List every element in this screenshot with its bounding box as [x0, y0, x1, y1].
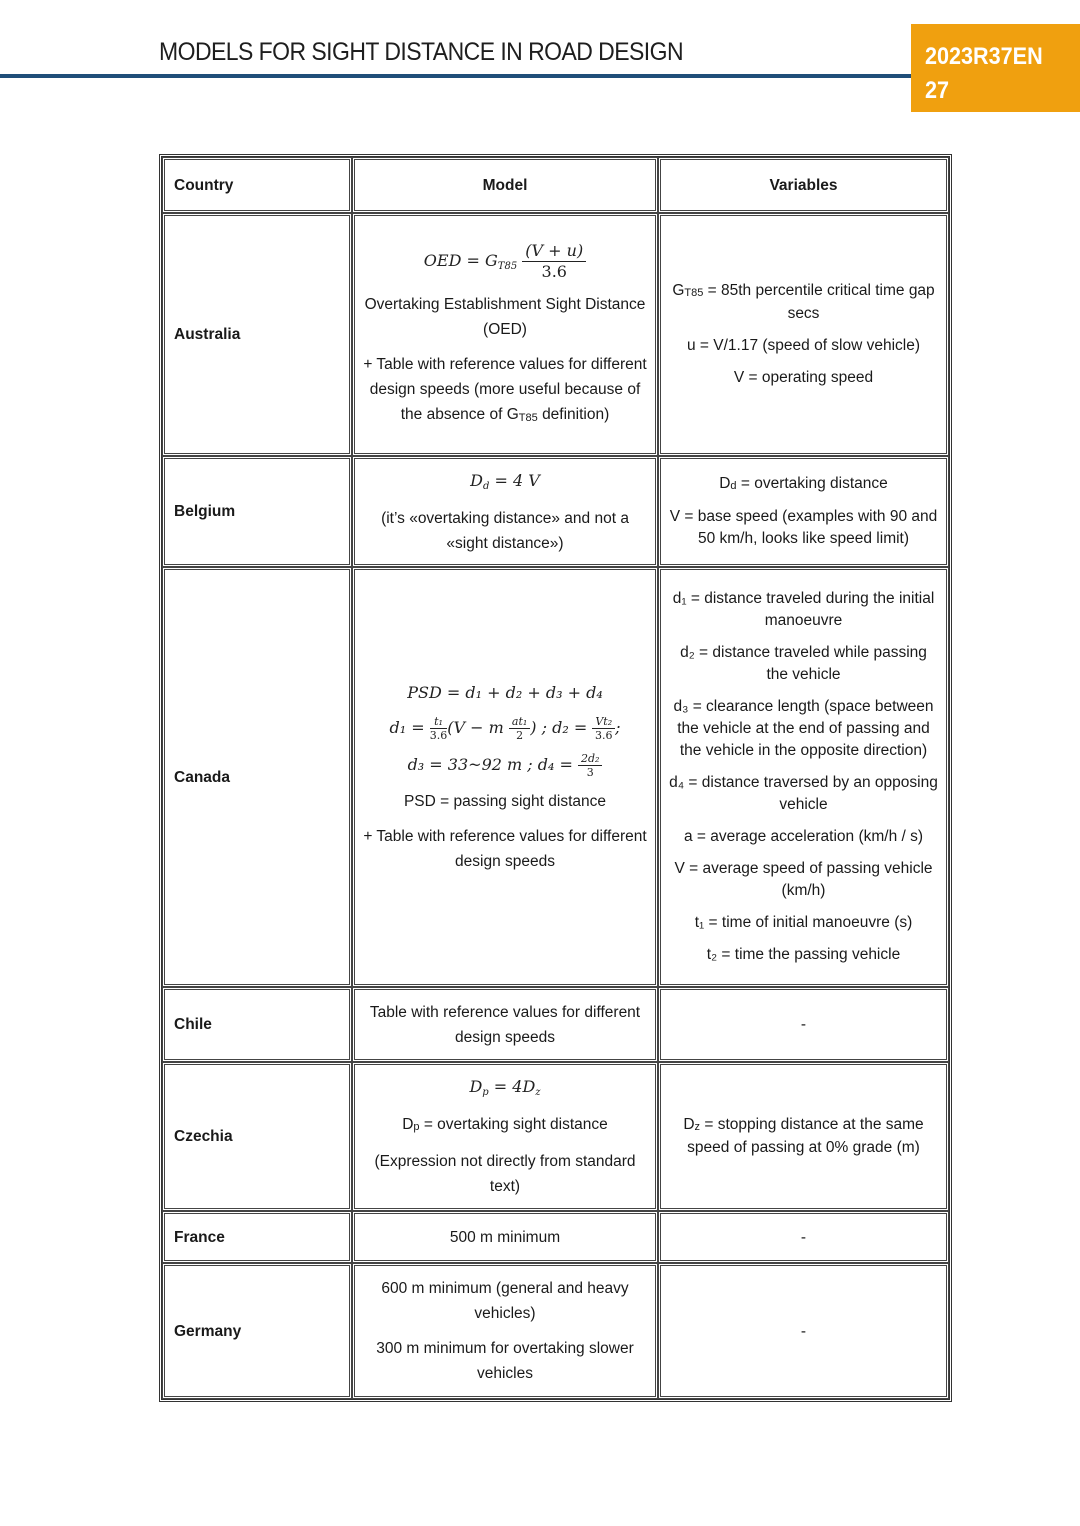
column-header-model: Model [352, 157, 658, 213]
formula-fraction [522, 241, 586, 282]
d1-d2-formula [363, 715, 647, 742]
variable-line: d₁ = distance traveled during the initial manoeuvre [672, 590, 935, 629]
country-cell: Belgium [162, 456, 352, 567]
variable-symbol: D [683, 1116, 695, 1133]
model-line: 300 m minimum for overtaking slower vehicles [376, 1340, 634, 1382]
model-note-end: definition) [542, 405, 610, 423]
d3-d4-formula [363, 752, 647, 779]
oed-formula [363, 241, 647, 282]
variable-text: = 85th percentile critical time gap secs [707, 282, 935, 322]
model-description: PSD = passing sight distance [403, 793, 607, 810]
fraction-denominator: 3.6 [594, 729, 613, 742]
czechia-formula [363, 1074, 647, 1102]
model-note [363, 352, 647, 429]
country-cell: Chile [162, 987, 352, 1062]
fraction-denominator: 3.6 [429, 729, 448, 742]
variables-cell [658, 1062, 949, 1211]
psd-formula: PSD = d₁ + d₂ + d₃ + d₄ [407, 683, 603, 702]
variable-subscript: z [694, 1121, 701, 1133]
variable-line [669, 280, 938, 325]
vt2-fraction [592, 715, 615, 742]
t1-fraction [430, 715, 448, 742]
model-cell [352, 1062, 658, 1211]
variable-text: = overtaking sight distance [423, 1116, 608, 1133]
table-row-czechia [162, 1062, 949, 1211]
variable-subscript: T85 [684, 287, 704, 299]
variable-line: V = operating speed [733, 369, 874, 386]
country-cell: Australia [162, 213, 352, 456]
variable-line: d₂ = distance traveled while passing the vehicle [680, 644, 927, 683]
country-cell: France [162, 1211, 352, 1263]
model-description: Overtaking Establishment Sight Distance (OED) [364, 295, 646, 338]
formula-d: D [470, 470, 483, 490]
formula-d: D [469, 1077, 483, 1096]
sight-distance-models-table [159, 154, 952, 1402]
variable-line: a = average acceleration (km/h / s) [683, 828, 924, 845]
formula-rhs-subscript: z [535, 1087, 541, 1098]
formula-g: G [485, 250, 498, 270]
variable-line: d₄ = distance traversed by an opposing vehicle [669, 774, 938, 813]
variable-line [669, 473, 938, 496]
variables-cell: - [658, 1211, 949, 1263]
variable-line: V = average speed of passing vehicle (km/h) [674, 860, 933, 899]
variable-line [669, 1114, 938, 1159]
model-cell [352, 987, 658, 1062]
page-number: 27 [925, 77, 950, 104]
variable-line: t₁ = time of initial manoeuvre (s) [694, 914, 913, 931]
country-cell: Germany [162, 1263, 352, 1399]
variable-line: u = V/1.17 (speed of slow vehicle) [686, 337, 921, 354]
report-code: 2023R37EN [925, 43, 1043, 70]
model-line: 600 m minimum (general and heavy vehicles) [381, 1280, 629, 1322]
variable-subscript: d [730, 480, 737, 492]
table-header-row [162, 157, 949, 213]
country-cell: Czechia [162, 1062, 352, 1211]
country-cell: Canada [162, 567, 352, 987]
table-row-france [162, 1211, 949, 1263]
fraction-denominator: 2 [516, 729, 524, 742]
d1-lhs: d₁ = [389, 718, 425, 737]
running-header-title: MODELS FOR SIGHT DISTANCE IN ROAD DESIGN [159, 38, 684, 66]
variable-symbol: D [719, 475, 731, 492]
model-note: (Expression not directly from standard text) [374, 1153, 636, 1195]
model-cell [352, 213, 658, 456]
model-cell [352, 1263, 658, 1399]
model-note: (it’s «overtaking distance» and not a «sight distance») [381, 509, 629, 552]
table-row-australia [162, 213, 949, 456]
table-row-chile [162, 987, 949, 1062]
d4-fraction [578, 752, 602, 779]
table-row-belgium [162, 456, 949, 567]
variables-cell [658, 213, 949, 456]
at1-fraction [509, 715, 530, 742]
v-minus-m: (V − m [447, 718, 504, 737]
variable-line: d₃ = clearance length (space between the vehicle at the end of passing and the vehicle in the opposite direction) [673, 698, 934, 759]
model-note: Table with reference values for different design speeds [369, 1003, 641, 1046]
formula-rhs: = 4 V [494, 470, 540, 490]
table-row-canada [162, 567, 949, 987]
variables-cell: - [658, 1263, 949, 1399]
variables-cell: - [658, 987, 949, 1062]
variable-subscript: p [413, 1121, 420, 1133]
formula-d-subscript: d [483, 480, 490, 492]
model-cell: 500 m minimum [352, 1211, 658, 1263]
variable-line: t₂ = time the passing vehicle [706, 946, 901, 963]
column-header-variables: Variables [658, 157, 949, 213]
variable-text: = overtaking distance [740, 475, 888, 492]
header-rule [0, 74, 911, 78]
fraction-numerator: Vt₂ [592, 715, 615, 729]
variables-cell [658, 456, 949, 567]
formula-g-subscript: T85 [497, 260, 518, 272]
fraction-numerator: t₁ [430, 715, 448, 729]
model-note: + Table with reference values for different design speeds [363, 828, 647, 870]
column-header-country: Country [162, 157, 352, 213]
fraction-numerator: 2d₂ [578, 752, 602, 766]
fraction-denominator: 3 [586, 766, 594, 779]
model-note-text: + Table with reference values for different design speeds (more useful because of the absence of G [363, 355, 647, 423]
d2-lhs: ) ; d₂ = [530, 718, 588, 737]
variable-line: V = base speed (examples with 90 and 50 km/h, looks like speed limit) [669, 508, 938, 547]
model-note-subscript: T85 [518, 411, 538, 424]
variable-symbol: G [672, 282, 685, 299]
fraction-numerator: (V + u) [522, 241, 586, 262]
belgium-formula [363, 468, 647, 496]
variable-text: = stopping distance at the same speed of passing at 0% grade (m) [687, 1116, 924, 1156]
semicolon: ; [615, 718, 621, 737]
variables-cell [658, 567, 949, 987]
variable-symbol: D [402, 1116, 414, 1133]
model-description [363, 1112, 647, 1139]
fraction-numerator: at₁ [509, 715, 530, 729]
formula-lhs: OED = [423, 250, 480, 270]
table-row-germany [162, 1263, 949, 1399]
formula-d-subscript: p [482, 1087, 489, 1098]
fraction-denominator: 3.6 [541, 261, 567, 281]
model-cell [352, 456, 658, 567]
formula-rhs: = 4D [493, 1077, 536, 1096]
model-cell [352, 567, 658, 987]
d3-text: d₃ = 33~92 m ; d₄ = [407, 755, 573, 774]
